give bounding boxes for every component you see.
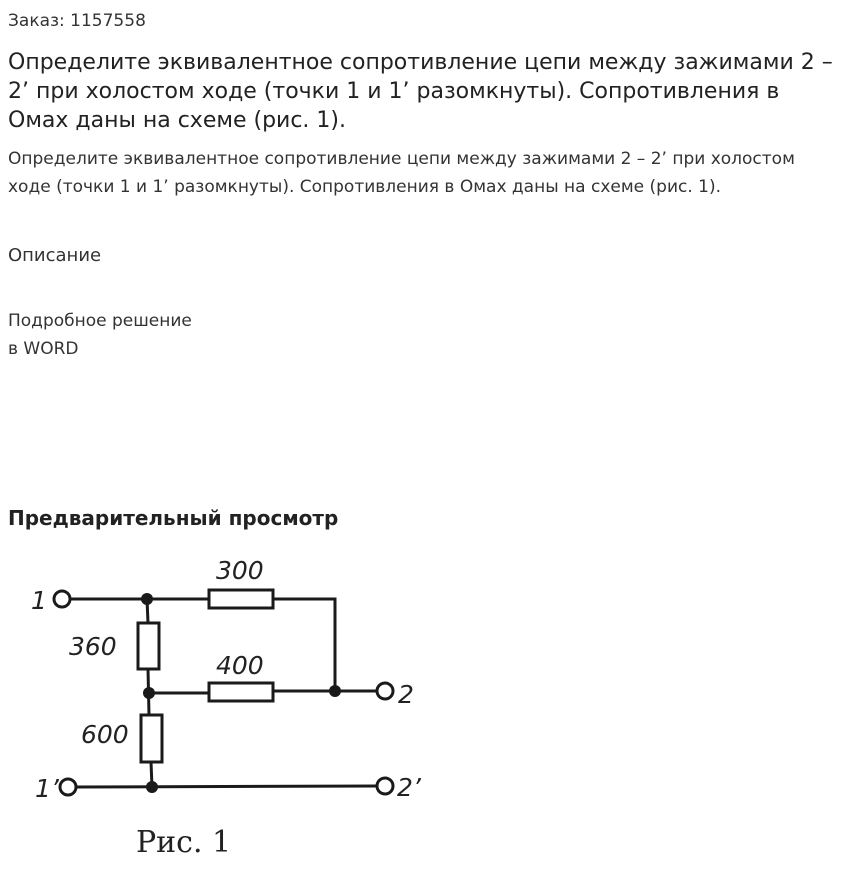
order-number: Заказ: 1157558 bbox=[8, 11, 146, 31]
figure-caption: Рис. 1 bbox=[136, 825, 232, 860]
solution-line-2: в WORD bbox=[8, 339, 79, 359]
junction-top bbox=[141, 593, 153, 605]
terminal-label-2-prime: 2’ bbox=[397, 773, 421, 802]
circuit-figure bbox=[0, 540, 460, 876]
terminal-2 bbox=[377, 683, 393, 699]
terminal-label-1: 1 bbox=[31, 586, 47, 615]
terminal-label-2: 2 bbox=[398, 680, 414, 709]
circuit-diagram bbox=[0, 540, 460, 876]
terminal-2-prime bbox=[377, 778, 393, 794]
junction-middle-left bbox=[143, 687, 155, 699]
junction-bottom bbox=[146, 781, 158, 793]
preview-heading: Предварительный просмотр bbox=[8, 506, 339, 530]
terminal-1-prime bbox=[60, 779, 76, 795]
junction-middle-right bbox=[329, 685, 341, 697]
resistor-600 bbox=[141, 715, 162, 762]
task-description: Определите эквивалентное сопротивление цепи между зажимами 2 – 2’ при холостом ходе (точки 1 и 1’ разомкнуты). Сопротивления в Омах даны на схеме (рис. 1). bbox=[8, 149, 795, 197]
page-title: Определите эквивалентное сопротивление цепи между зажимами 2 – 2’ при холостом ходе (точки 1 и 1’ разомкнуты). Сопротивления в Омах даны на схеме (рис. 1). bbox=[8, 50, 833, 133]
resistor-400 bbox=[209, 683, 273, 701]
terminal-1 bbox=[54, 591, 70, 607]
resistor-300 bbox=[209, 590, 273, 608]
terminal-label-1-prime: 1’ bbox=[35, 774, 59, 803]
resistor-label-600: 600 bbox=[81, 720, 129, 749]
resistor-label-400: 400 bbox=[216, 651, 264, 680]
solution-line-1: Подробное решение bbox=[8, 311, 192, 331]
resistor-360 bbox=[138, 623, 159, 669]
wire-bottom bbox=[76, 786, 377, 787]
solution-info bbox=[8, 307, 192, 363]
description-label: Описание bbox=[8, 245, 102, 266]
resistor-label-360: 360 bbox=[69, 632, 117, 661]
resistor-label-300: 300 bbox=[216, 556, 264, 585]
